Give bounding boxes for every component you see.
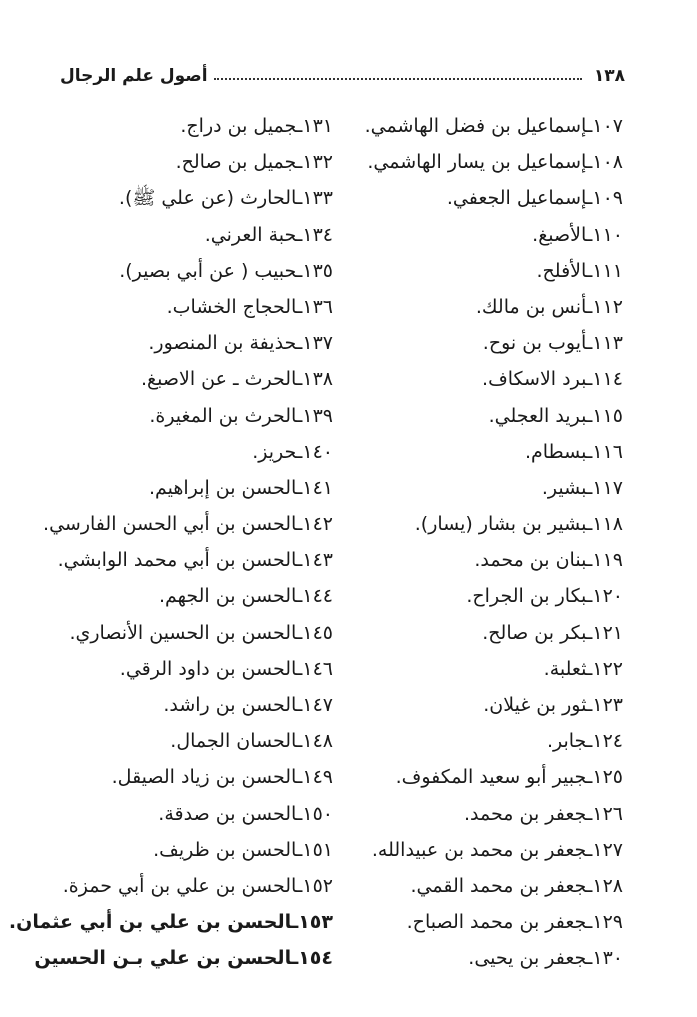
list-item: ١١٧ـبشير. — [541, 476, 623, 499]
list-item: ١٣٠ـجعفر بن يحيى. — [468, 947, 623, 970]
list-item: ١٢٢ـثعلبة. — [543, 657, 623, 680]
left-column — [8, 108, 333, 977]
list-item: ١٥٤ـالحسن بن علي بـن الحسين — [34, 947, 333, 970]
list-item: ١١٥ـبريد العجلي. — [488, 404, 623, 427]
list-item: ١٤٦ـالحسن بن داود الرقي. — [119, 657, 333, 680]
list-item: ١١٤ـبرد الاسكاف. — [482, 368, 623, 391]
list-item: ١٢٧ـجعفر بن محمد بن عبيدالله. — [371, 838, 623, 861]
right-column — [353, 108, 623, 977]
list-item: ١٢٣ـثور بن غيلان. — [483, 694, 623, 716]
list-item: ١١٣ـأيوب بن نوح. — [482, 332, 623, 355]
list-item: ١١٨ـبشير بن بشار (يسار). — [414, 513, 623, 536]
list-item: ١٣٩ـالحرث بن المغيرة. — [149, 404, 333, 427]
list-item: ١٣٢ـجميل بن صالح. — [175, 151, 333, 174]
list-item: ١٥٢ـالحسن بن علي بن أبي حمزة. — [62, 874, 333, 897]
list-item: ١٢٥ـجبير أبو سعيد المكفوف. — [395, 766, 623, 789]
list-item: ١٥٠ـالحسن بن صدقة. — [158, 802, 333, 825]
list-item: ١٢٤ـجابر. — [546, 730, 623, 753]
list-item: ١٤٣ـالحسن بن أبي محمد الوابشي. — [57, 549, 333, 572]
list-item: ١٣٥ـحبيب ( عن أبي بصير). — [119, 259, 333, 282]
list-item: ١٥١ـالحسن بن ظريف. — [153, 838, 333, 861]
list-item: ١٣٨ـالحرث ـ عن الاصبغ. — [140, 368, 333, 391]
list-item: ١١٢ـأنس بن مالك. — [475, 295, 623, 318]
list-item: ١٢١ـبكر بن صالح. — [482, 621, 623, 644]
list-item: ١٥٣ـالحسن بن علي بن أبي عثمان. — [8, 911, 333, 934]
list-item: ١٢٠ـبكار بن الجراح. — [466, 585, 623, 608]
list-item: ١٢٩ـجعفر بن محمد الصباح. — [406, 911, 623, 934]
list-item: ١٣١ـجميل بن دراج. — [180, 115, 333, 137]
dotted-leader — [214, 78, 582, 80]
list-item: ١٠٧ـإسماعيل بن فضل الهاشمي. — [364, 115, 623, 137]
list-item: ١١١ـالأفلح. — [536, 259, 623, 282]
list-item: ١١٩ـبنان بن محمد. — [474, 549, 623, 572]
list-item: ١٣٣ـالحارث (عن علي ﷺ). — [118, 187, 333, 210]
list-item: ١٠٩ـإسماعيل الجعفي. — [446, 187, 623, 210]
list-item: ١٤٩ـالحسن بن زياد الصيقل. — [111, 766, 333, 789]
list-item: ١٤٤ـالحسن بن الجهم. — [158, 585, 333, 608]
list-item: ١٤٧ـالحسن بن راشد. — [163, 694, 333, 716]
list-item: ١٤٥ـالحسن بن الحسين الأنصاري. — [69, 621, 333, 644]
list-item: ١٢٦ـجعفر بن محمد. — [464, 802, 623, 825]
list-item: ١٢٨ـجعفر بن محمد القمي. — [410, 874, 623, 897]
list-item: ١٣٧ـحذيفة بن المنصور. — [148, 332, 333, 355]
list-item: ١٠٨ـإسماعيل بن يسار الهاشمي. — [367, 151, 623, 174]
list-item: ١٤٨ـالحسان الجمال. — [170, 730, 333, 753]
page-header — [60, 56, 625, 86]
list-item: ١٤٢ـالحسن بن أبي الحسن الفارسي. — [43, 513, 333, 536]
list-item: ١١٠ـالأصبغ. — [532, 223, 623, 246]
list-item: ١٣٦ـالحجاج الخشاب. — [166, 295, 333, 318]
list-item: ١٤١ـالحسن بن إبراهيم. — [148, 476, 333, 499]
running-title: أصول علم الرجال — [60, 66, 208, 86]
list-item: ١٤٠ـحريز. — [252, 440, 333, 463]
list-item: ١٣٤ـحبة العرني. — [204, 223, 333, 246]
page-number: ١٣٨ — [593, 66, 625, 86]
list-item: ١١٦ـبسطام. — [524, 440, 623, 463]
